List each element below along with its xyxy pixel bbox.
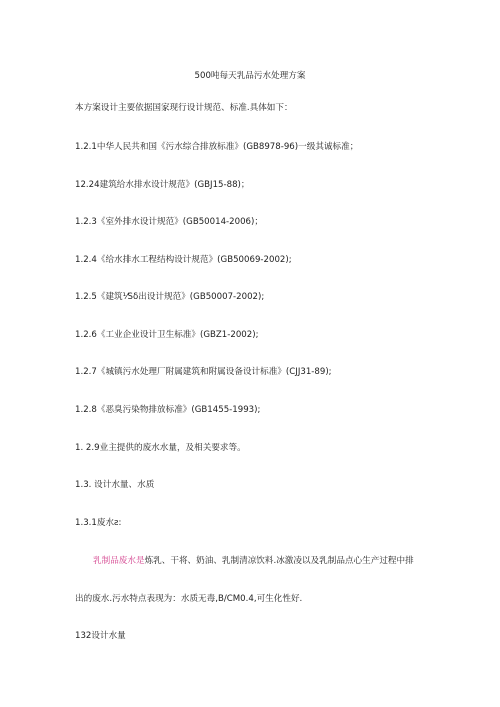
ref-item-2: 12.24建筑给水排水设计规范》(GBJ15-88)； (75, 180, 250, 190)
intro-text: 本方案设计主要依据国家现行设计规范、标准.具体如下： (75, 103, 293, 113)
ref-item-7: 1.2.7《城镇污水处理厂附属建筑和附属设备设计标准》(CJJ31-89); (75, 367, 332, 377)
ref-item-1: 1.2.1中华人民共和国《污水综合排放标准》(GB8978-96)一级其诚标准； (75, 142, 359, 152)
owner-requirements-item: 1. 2.9业主提供的废水水量，及相关要求等。 (75, 443, 246, 453)
paragraph-text: 炼乳、干将、奶油、乳制清凉饮料.冰激凌以及乳制品点心生产过程中排 (144, 556, 414, 566)
section-heading-water-quality: 1.3. 设计水量、水质 (75, 480, 155, 490)
wastewater-paragraph-line-2: 出的废水.污水特点表现为：水质无毒,B/CM0.4,可生化性好. (75, 594, 303, 604)
ref-item-6: 1.2.6《工业企业设计卫生标准》(GBZ1-2002); (75, 330, 259, 340)
ref-item-5: 1.2.5《建筑⅟Sδ出设计规范》(GB50007-2002); (75, 292, 265, 302)
ref-item-4: 1.2.4《给水排水工程结构设计规范》(GB50069-2002); (75, 255, 292, 265)
ref-item-8: 1.2.8《恶臭污染物排放标准》(GB1455-1993); (75, 405, 261, 415)
document-title: 500吨每天乳品污水处理方案 (194, 71, 306, 81)
subsection-heading-design-flow: 132设计水量 (75, 631, 126, 641)
ref-item-3: 1.2.3《室外排水设计规范》(GB50014-2006)； (75, 217, 263, 227)
highlighted-term: 乳制品废水是 (93, 556, 145, 566)
wastewater-paragraph-line-1 (93, 556, 414, 567)
subsection-heading-wastewater: 1.3.1废水ƨ: (75, 518, 122, 528)
